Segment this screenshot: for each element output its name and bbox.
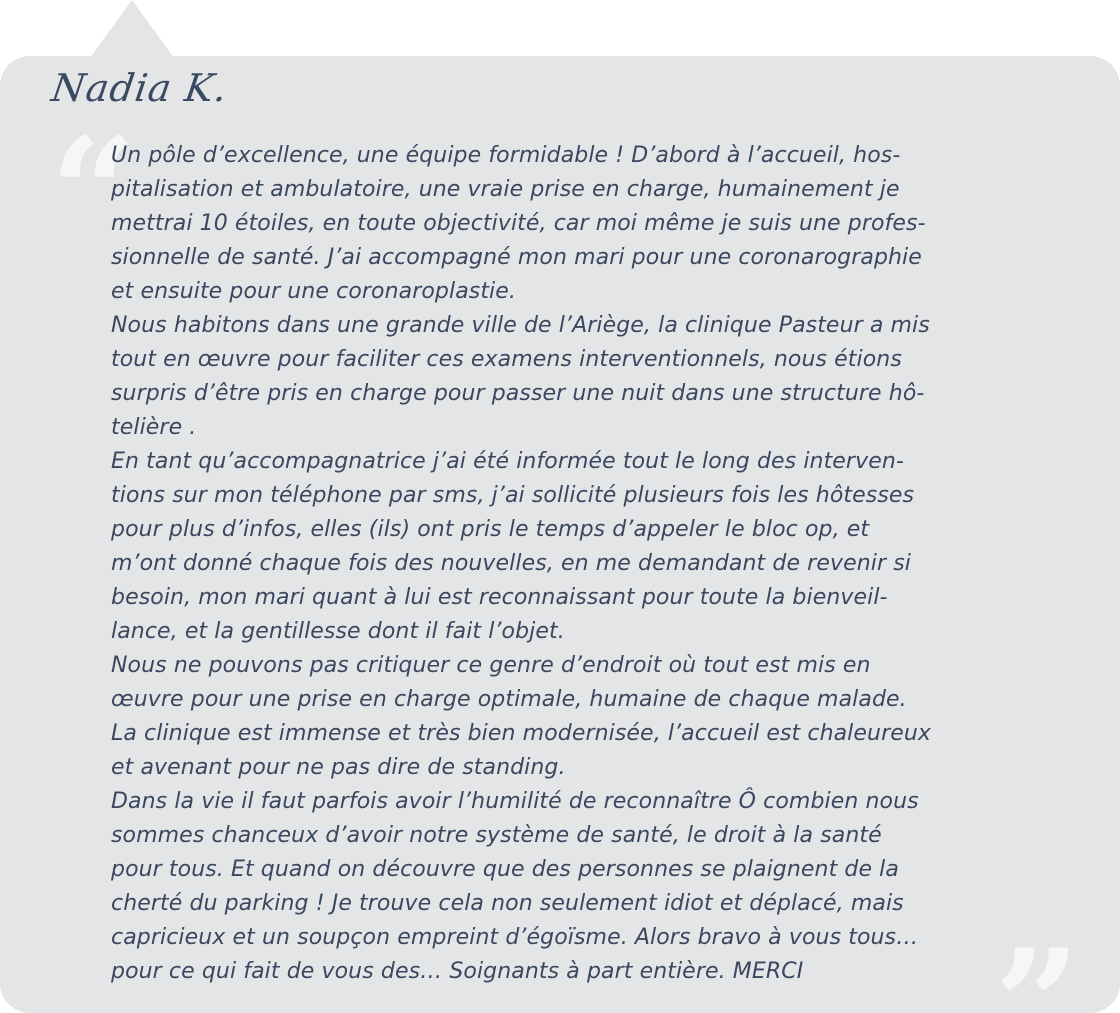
testimonial-line: Un pôle d’excellence, une équipe formidable ! D’abord à l’accueil, hos-: [111, 143, 901, 168]
testimonial-line: tout en œuvre pour faciliter ces examens interventionnels, nous étions: [111, 347, 902, 372]
testimonial-line: mettrai 10 étoiles, en toute objectivité, car moi même je suis une profes-: [111, 211, 926, 236]
testimonial-line: pour ce qui fait de vous des… Soignants à part entière. MERCI: [111, 959, 804, 984]
testimonial-line: Nous habitons dans une grande ville de l’Ariège, la clinique Pasteur a mis: [111, 313, 930, 338]
testimonial-text: [111, 139, 1066, 989]
testimonial-line: pour plus d’infos, elles (ils) ont pris le temps d’appeler le bloc op, et: [111, 517, 870, 542]
open-quote-icon: “: [50, 105, 137, 281]
testimonial-line: œuvre pour une prise en charge optimale, humaine de chaque malade.: [111, 687, 907, 712]
testimonial-line: tions sur mon téléphone par sms, j’ai sollicité plusieurs fois les hôtesses: [111, 483, 915, 508]
testimonial-line: telière .: [111, 415, 197, 440]
testimonial-line: surpris d’être pris en charge pour passer une nuit dans une structure hô-: [111, 381, 925, 406]
testimonial-line: et avenant pour ne pas dire de standing.: [111, 755, 566, 780]
testimonial-line: Dans la vie il faut parfois avoir l’humilité de reconnaître Ô combien nous: [111, 789, 919, 814]
speech-bubble-tail: [90, 0, 174, 58]
testimonial-line: Nous ne pouvons pas critiquer ce genre d’endroit où tout est mis en: [111, 653, 871, 678]
testimonial-line: capricieux et un soupçon empreint d’égoïsme. Alors bravo à vous tous…: [111, 925, 919, 950]
testimonial-line: besoin, mon mari quant à lui est reconnaissant pour toute la bienveil-: [111, 585, 888, 610]
testimonial-line: lance, et la gentillesse dont il fait l’objet.: [111, 619, 565, 644]
testimonial-line: En tant qu’accompagnatrice j’ai été informée tout le long des interven-: [111, 449, 904, 474]
testimonial-line: cherté du parking ! Je trouve cela non seulement idiot et déplacé, mais: [111, 891, 904, 916]
testimonial-line: m’ont donné chaque fois des nouvelles, en me demandant de revenir si: [111, 551, 911, 576]
close-quote-icon: ”: [994, 917, 1081, 1013]
testimonial-line: sommes chanceux d’avoir notre système de santé, le droit à la santé: [111, 823, 882, 848]
testimonial-line: sionnelle de santé. J’ai accompagné mon mari pour une coronarographie: [111, 245, 922, 270]
testimonial-line: pitalisation et ambulatoire, une vraie prise en charge, humainement je: [111, 177, 900, 202]
author-name: Nadia K.: [48, 66, 231, 110]
testimonial-line: La clinique est immense et très bien modernisée, l’accueil est chaleureux: [111, 721, 932, 746]
testimonial-line: pour tous. Et quand on découvre que des personnes se plaignent de la: [111, 857, 899, 882]
testimonial-line: et ensuite pour une coronaroplastie.: [111, 279, 517, 304]
